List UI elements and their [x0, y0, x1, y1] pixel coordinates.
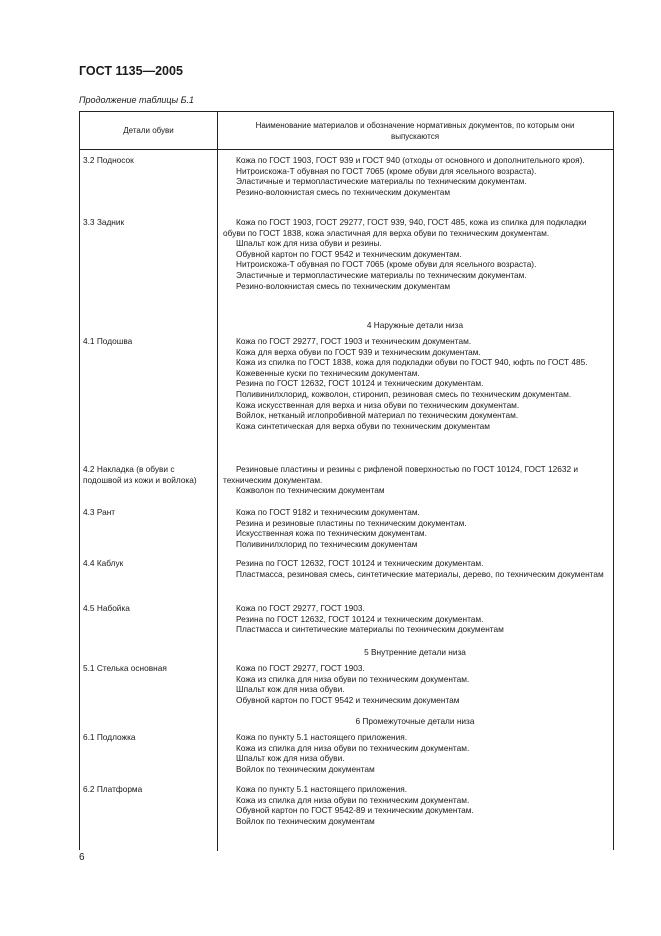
material-line: Кожа из спилка для низа обуви по техническим документам. [236, 742, 470, 753]
row-label: 5.1 Стелька основная [83, 663, 167, 673]
row-label: 4.1 Подошва [83, 336, 133, 346]
material-line: Обувной картон по ГОСТ 9542-89 и техническим документам. [236, 805, 474, 816]
row-materials [223, 603, 607, 635]
row-materials [223, 558, 607, 579]
column-divider [217, 112, 218, 851]
material-line: Кожа для верха обуви по ГОСТ 939 и техническим документам. [236, 346, 481, 357]
material-line: Шпальт кож для низа обуви и резины. [236, 238, 382, 249]
material-line: Пластмасса и синтетические материалы по техническим документам [236, 624, 504, 635]
material-line: Кожа из спилка для низа обуви по техническим документам. [236, 673, 470, 684]
material-line: Резино-волокнистая смесь по техническим документам [236, 280, 451, 291]
material-line: Кожа из спилка по ГОСТ 1838, кожа для подкладки обуви по ГОСТ 940, юфть по ГОСТ 485. [236, 357, 588, 368]
row-label: 6.2 Платформа [83, 784, 143, 794]
row-label: 4.2 Накладка (в обуви с подошвой из кожи и войлока) [83, 464, 197, 485]
material-line: Кожевенные куски по техническим документам. [236, 367, 420, 378]
row-materials [223, 732, 607, 774]
row-label: 3.2 Подносок [83, 155, 134, 165]
materials-table [79, 111, 614, 850]
material-line: Кожа по ГОСТ 1903, ГОСТ 939 и ГОСТ 940 (отходы от основного и дополнительного кроя). [236, 155, 585, 165]
row-materials [223, 336, 607, 431]
row-label: 3.3 Задник [83, 217, 125, 227]
row-materials [223, 784, 607, 826]
header-col-materials: Наименование материалов и обозначение нормативных документов, по которым они выпускаются [255, 120, 575, 141]
material-line: Резина по ГОСТ 12632, ГОСТ 10124 и техническим документам. [236, 378, 484, 389]
material-line: Пластмасса, резиновая смесь, синтетические материалы, дерево, по техническим документам [236, 568, 604, 579]
page-number: 6 [79, 852, 85, 863]
material-line: Эластичные и термопластические материалы по техническим документам. [236, 269, 527, 280]
material-line: Кожа искусственная для верха и низа обуви по техническим документам. [236, 399, 520, 410]
material-line: Кожа по пункту 5.1 настоящего приложения. [236, 784, 408, 794]
material-line: Шпальт кож для низа обуви. [236, 753, 345, 764]
section-heading: 6 Промежуточные детали низа [355, 716, 475, 726]
row-materials [223, 507, 607, 549]
material-line: Кожа синтетическая для верха обуви по техническим документам [236, 420, 490, 431]
section-heading: 4 Наружные детали низа [366, 320, 464, 330]
material-line: Кожволон по техническим документам [236, 485, 385, 496]
material-line: Эластичные и термопластические материалы по техническим документам. [236, 176, 527, 187]
material-line: Войлок, нетканый иглопробивной материал по техническим документам. [236, 410, 519, 421]
material-line: Кожа по ГОСТ 29277, ГОСТ 1903 и техническим документам. [236, 336, 472, 346]
row-materials [223, 217, 607, 291]
material-line: Обувной картон по ГОСТ 9542 и техническим документам [236, 694, 460, 705]
row-label: 6.1 Подложка [83, 732, 136, 742]
material-line: Кожа из спилка для низа обуви по техническим документам. [236, 794, 470, 805]
table-caption: Продолжение таблицы Б.1 [79, 95, 195, 105]
material-line: Войлок по техническим документам [236, 815, 375, 826]
material-line: Поливинилхлорид по техническим документам [236, 538, 418, 549]
material-line: Кожа по пункту 5.1 настоящего приложения. [236, 732, 408, 742]
material-line: Войлок по техническим документам [236, 763, 375, 774]
row-materials [223, 663, 607, 705]
material-line: Нитроискожа-Т обувная по ГОСТ 7065 (кроме обуви для ясельного возраста). [236, 259, 537, 270]
section-heading: 5 Внутренние детали низа [364, 647, 466, 657]
page-header-title: ГОСТ 1135—2005 [79, 64, 183, 78]
material-line: Кожа по ГОСТ 29277, ГОСТ 1903. [236, 663, 365, 673]
material-line: Резина по ГОСТ 12632, ГОСТ 10124 и техническим документам. [236, 613, 484, 624]
material-line: Поливинилхлорид, кожволон, стиронип, резиновая смесь по техническим документам. [236, 388, 572, 399]
row-materials [223, 155, 607, 197]
material-line: Кожа по ГОСТ 29277, ГОСТ 1903. [236, 603, 365, 613]
material-line: Нитроискожа-Т обувная по ГОСТ 7065 (кроме обуви для ясельного возраста). [236, 165, 537, 176]
row-materials [223, 464, 607, 496]
material-line: Резино-волокнистая смесь по техническим документам [236, 186, 451, 197]
table-header [80, 112, 613, 150]
header-col-parts: Детали обуви [123, 126, 174, 135]
material-line: Искусственная кожа по техническим документам. [236, 528, 427, 539]
material-line: Кожа по ГОСТ 9182 и техническим документам. [236, 507, 420, 517]
row-label: 4.3 Рант [83, 507, 116, 517]
material-line: Обувной картон по ГОСТ 9542 и техническим документам. [236, 248, 462, 259]
material-line: Резина и резиновые пластины по техническим документам. [236, 517, 467, 528]
material-line: Шпальт кож для низа обуви. [236, 684, 345, 695]
material-line: Резиновые пластины и резины с рифленой поверхностью по ГОСТ 10124, ГОСТ 12632 и техническим документам. [223, 464, 579, 485]
material-line: Кожа по ГОСТ 1903, ГОСТ 29277, ГОСТ 939, 940, ГОСТ 485, кожа из спилка для подкладки обуви по ГОСТ 1838, кожа эластичная для верха обуви по техническим документам. [223, 217, 587, 238]
row-label: 4.5 Набойка [83, 603, 130, 613]
material-line: Резина по ГОСТ 12632, ГОСТ 10124 и техническим документам. [236, 558, 484, 568]
row-label: 4.4 Каблук [83, 558, 124, 568]
